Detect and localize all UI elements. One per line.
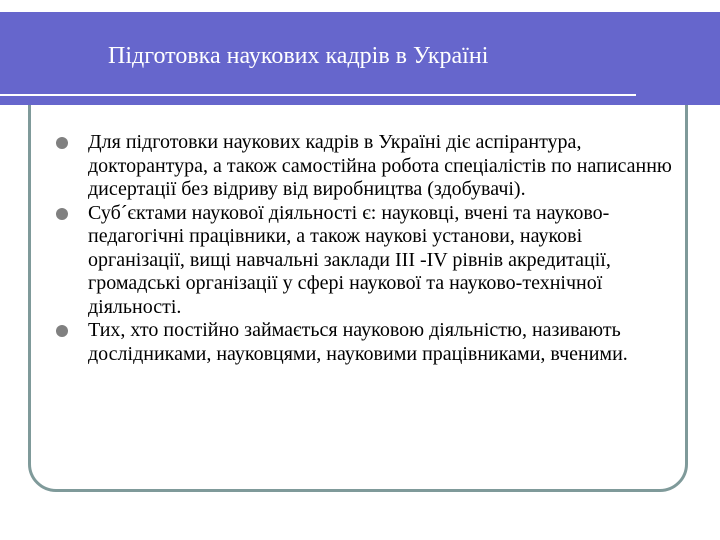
bullet-dot-icon (56, 208, 68, 220)
bullet-item (52, 319, 672, 366)
title-divider (0, 94, 636, 96)
bullet-text: Суб´єктами наукової діяльності є: науковці, вчені та науково-педагогічні працівники, а також наукові установи, наукові організації, вищі навчальні заклади ІІІ -ІV рівнів акредитації, громадські організації у сфері наукової та науково-технічної діяльності. (88, 201, 611, 318)
bullet-text: Тих, хто постійно займається науковою діяльністю, називають дослідниками, науковцями, науковими працівниками, вченими. (88, 319, 628, 365)
bullet-text: Для підготовки наукових кадрів в Україні діє аспірантура, докторантура, а також самостійна робота спеціалістів по написанню дисертації без відриву від виробництва (здобувачі). (88, 131, 672, 200)
slide-title: Підготовка наукових кадрів в Україні (108, 43, 489, 69)
bullet-item (52, 131, 672, 202)
bullet-dot-icon (56, 137, 68, 149)
bullet-list (52, 131, 672, 366)
bullet-dot-icon (56, 325, 68, 337)
bullet-item (52, 202, 672, 320)
